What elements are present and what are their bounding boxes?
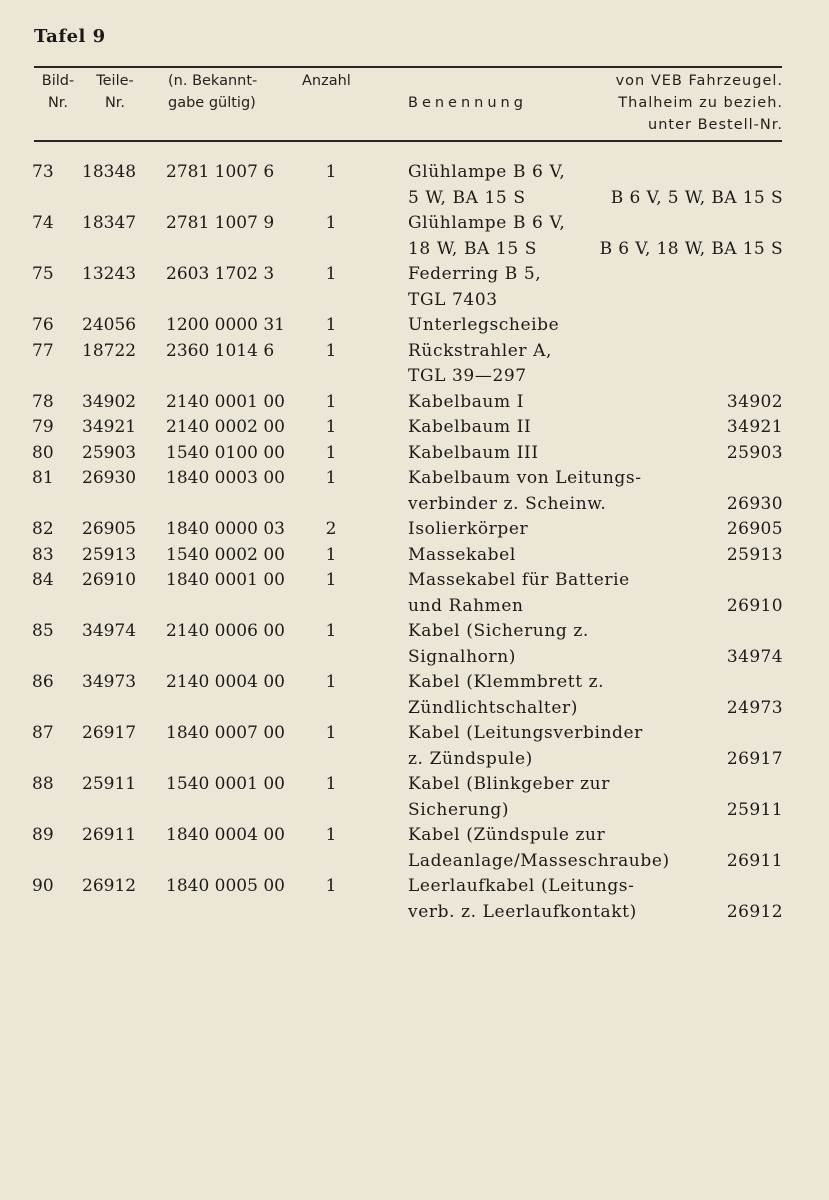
- bild-nr-cell: 76: [32, 315, 54, 335]
- anzahl-cell: 1: [325, 621, 337, 641]
- bekanntgabe-nr-cell: 1840 0001 00: [166, 570, 285, 590]
- bestell-nr-cell: 26911: [726, 850, 783, 871]
- table-row: [0, 339, 829, 390]
- benennung-line: Unterlegscheibe: [408, 315, 560, 335]
- anzahl-cell: 1: [325, 672, 337, 692]
- bekanntgabe-nr-cell: 2140 0001 00: [166, 391, 285, 412]
- header-bekanntgabe: [168, 70, 296, 114]
- benennung-line: Zündlichtschalter): [408, 697, 578, 718]
- table-row: [0, 772, 829, 823]
- benennung-line: Kabel (Zündspule zur: [408, 825, 606, 845]
- table-row: [0, 721, 829, 772]
- anzahl-cell: 1: [325, 315, 337, 335]
- bekanntgabe-nr-cell: 1840 0003 00: [166, 468, 285, 488]
- benennung-line: Kabel (Klemmbrett z.: [408, 672, 605, 692]
- bekanntgabe-nr-cell: 1540 0100 00: [166, 442, 285, 463]
- header-top-rule: [34, 66, 782, 68]
- header-veb-line-3: unter Bestell-Nr.: [648, 117, 783, 133]
- benennung-cell: [408, 262, 541, 313]
- bild-nr-cell: 79: [32, 417, 54, 437]
- benennung-line: Signalhorn): [408, 646, 516, 667]
- table-row: [0, 160, 829, 211]
- header-teile-line-1: Teile-: [96, 73, 134, 89]
- anzahl-cell: 1: [325, 264, 337, 284]
- bekanntgabe-nr-cell: 1840 0005 00: [166, 876, 285, 896]
- table-row: [0, 390, 829, 416]
- benennung-line: Kabelbaum II: [408, 417, 532, 437]
- bestell-nr-cell: 26912: [726, 901, 783, 922]
- bild-nr-cell: 75: [32, 264, 54, 284]
- bild-nr-cell: 84: [32, 570, 54, 590]
- anzahl-cell: 1: [325, 162, 337, 182]
- header-teile-nr: [84, 70, 146, 114]
- bestell-nr-cell: 34974: [726, 646, 783, 667]
- benennung-line: Kabel (Leitungsverbinder: [408, 723, 643, 743]
- bestell-nr-cell: B 6 V, 5 W, BA 15 S: [610, 187, 783, 208]
- bild-nr-cell: 82: [32, 519, 54, 539]
- benennung-cell: [408, 823, 670, 874]
- table-row: [0, 543, 829, 569]
- bekanntgabe-nr-cell: 1540 0001 00: [166, 774, 285, 794]
- benennung-cell: [408, 313, 559, 339]
- bild-nr-cell: 87: [32, 723, 54, 743]
- teile-nr-cell: 18348: [82, 162, 137, 182]
- table-row: [0, 670, 829, 721]
- header-bottom-rule: [34, 140, 782, 142]
- bild-nr-cell: 77: [32, 340, 54, 361]
- benennung-cell: [408, 441, 539, 467]
- bestell-nr-cell: 25911: [726, 799, 783, 820]
- benennung-cell: [408, 670, 604, 721]
- anzahl-cell: 1: [325, 544, 337, 565]
- bild-nr-cell: 90: [32, 876, 54, 896]
- header-anzahl: Anzahl: [302, 73, 351, 89]
- teile-nr-cell: 18722: [82, 340, 137, 361]
- anzahl-cell: 1: [325, 570, 337, 590]
- teile-nr-cell: 25903: [82, 442, 137, 463]
- table-row: [0, 262, 829, 313]
- bild-nr-cell: 83: [32, 544, 54, 565]
- benennung-line: verbinder z. Scheinw.: [408, 493, 607, 514]
- benennung-line: Isolierkörper: [408, 519, 529, 539]
- teile-nr-cell: 26911: [82, 825, 137, 845]
- table-row: [0, 517, 829, 543]
- teile-nr-cell: 24056: [82, 315, 137, 335]
- parts-table: [0, 160, 829, 925]
- benennung-line: Kabel (Sicherung z.: [408, 621, 589, 641]
- anzahl-cell: 1: [325, 774, 337, 794]
- header-bekannt-line-2: gabe gültig): [168, 95, 256, 111]
- bekanntgabe-nr-cell: 2360 1014 6: [166, 340, 275, 361]
- header-veb-bestell-nr: [616, 70, 783, 136]
- bild-nr-cell: 85: [32, 621, 54, 641]
- teile-nr-cell: 13243: [82, 264, 137, 284]
- bekanntgabe-nr-cell: 1540 0002 00: [166, 544, 285, 565]
- table-row: [0, 466, 829, 517]
- bild-nr-cell: 88: [32, 774, 54, 794]
- benennung-cell: [408, 517, 528, 543]
- benennung-cell: [408, 339, 552, 390]
- bild-nr-cell: 81: [32, 468, 54, 488]
- anzahl-cell: 1: [325, 723, 337, 743]
- bild-nr-cell: 74: [32, 213, 54, 233]
- benennung-cell: [408, 619, 589, 670]
- benennung-line: Kabelbaum von Leitungs-: [408, 468, 642, 488]
- bestell-nr-cell: 34921: [726, 417, 783, 437]
- benennung-line: Glühlampe B 6 V,: [408, 213, 566, 233]
- bekanntgabe-nr-cell: 1840 0000 03: [166, 519, 285, 539]
- benennung-cell: [408, 415, 531, 441]
- table-row: [0, 874, 829, 925]
- benennung-line: Kabelbaum I: [408, 391, 525, 412]
- benennung-cell: [408, 543, 516, 569]
- benennung-cell: [408, 390, 524, 416]
- table-row: [0, 415, 829, 441]
- header-teile-line-2: Nr.: [104, 95, 126, 111]
- bestell-nr-cell: 25913: [726, 544, 783, 565]
- benennung-line: Massekabel: [408, 544, 516, 565]
- anzahl-cell: 1: [325, 876, 337, 896]
- anzahl-cell: 1: [325, 442, 337, 463]
- teile-nr-cell: 26910: [82, 570, 137, 590]
- bekanntgabe-nr-cell: 1200 0000 31: [166, 315, 285, 335]
- benennung-line: Rückstrahler A,: [408, 340, 553, 361]
- header-bild-nr: [34, 70, 82, 114]
- benennung-line: 18 W, BA 15 S: [408, 238, 537, 259]
- benennung-line: Federring B 5,: [408, 264, 542, 284]
- bekanntgabe-nr-cell: 2603 1702 3: [166, 264, 275, 284]
- anzahl-cell: 1: [325, 213, 337, 233]
- benennung-line: z. Zündspule): [408, 748, 533, 769]
- header-benennung: Benennung: [408, 95, 527, 111]
- teile-nr-cell: 34902: [82, 391, 137, 412]
- table-row: [0, 211, 829, 262]
- bild-nr-cell: 78: [32, 391, 54, 412]
- bekanntgabe-nr-cell: 2140 0006 00: [166, 621, 285, 641]
- bild-nr-cell: 80: [32, 442, 54, 463]
- benennung-line: Sicherung): [408, 799, 510, 820]
- header-bekannt-line-1: (n. Bekannt-: [168, 73, 258, 89]
- teile-nr-cell: 26930: [82, 468, 137, 488]
- header-bild-line-1: Bild-: [41, 73, 75, 89]
- anzahl-cell: 1: [325, 340, 337, 361]
- bekanntgabe-nr-cell: 2781 1007 9: [166, 213, 275, 233]
- benennung-cell: [408, 721, 643, 772]
- teile-nr-cell: 34973: [82, 672, 137, 692]
- benennung-line: Kabelbaum III: [408, 442, 539, 463]
- benennung-cell: [408, 874, 637, 925]
- teile-nr-cell: 25913: [82, 544, 137, 565]
- benennung-line: verb. z. Leerlaufkontakt): [408, 901, 637, 922]
- benennung-cell: [408, 772, 610, 823]
- bestell-nr-cell: 24973: [726, 697, 783, 718]
- bild-nr-cell: 73: [32, 162, 54, 182]
- bestell-nr-cell: 26905: [726, 519, 783, 539]
- benennung-line: Ladeanlage/Masseschraube): [408, 850, 670, 871]
- benennung-line: Glühlampe B 6 V,: [408, 162, 566, 182]
- benennung-line: Kabel (Blinkgeber zur: [408, 774, 610, 794]
- anzahl-cell: 1: [325, 468, 337, 488]
- anzahl-cell: 2: [325, 519, 337, 539]
- page-title: Tafel 9: [34, 26, 106, 47]
- table-row: [0, 568, 829, 619]
- bekanntgabe-nr-cell: 2140 0002 00: [166, 417, 285, 437]
- table-row: [0, 313, 829, 339]
- anzahl-cell: 1: [325, 825, 337, 845]
- teile-nr-cell: 26912: [82, 876, 137, 896]
- benennung-line: und Rahmen: [408, 595, 524, 616]
- bestell-nr-cell: 26930: [726, 493, 783, 514]
- teile-nr-cell: 18347: [82, 213, 137, 233]
- benennung-cell: [408, 211, 565, 262]
- bestell-nr-cell: 34902: [726, 391, 783, 412]
- bestell-nr-cell: B 6 V, 18 W, BA 15 S: [599, 238, 783, 259]
- bild-nr-cell: 86: [32, 672, 54, 692]
- table-row: [0, 619, 829, 670]
- teile-nr-cell: 26905: [82, 519, 137, 539]
- anzahl-cell: 1: [325, 417, 337, 437]
- benennung-line: TGL 7403: [408, 289, 498, 310]
- benennung-cell: [408, 466, 642, 517]
- bekanntgabe-nr-cell: 1840 0007 00: [166, 723, 285, 743]
- bestell-nr-cell: 26917: [726, 748, 783, 769]
- benennung-line: Leerlaufkabel (Leitungs-: [408, 876, 635, 896]
- benennung-cell: [408, 160, 565, 211]
- benennung-line: Massekabel für Batterie: [408, 570, 630, 590]
- table-row: [0, 823, 829, 874]
- header-bild-line-2: Nr.: [47, 95, 69, 111]
- benennung-line: 5 W, BA 15 S: [408, 187, 526, 208]
- table-row: [0, 441, 829, 467]
- benennung-line: TGL 39—297: [408, 366, 527, 386]
- teile-nr-cell: 26917: [82, 723, 137, 743]
- bestell-nr-cell: 25903: [726, 442, 783, 463]
- benennung-cell: [408, 568, 630, 619]
- teile-nr-cell: 34974: [82, 621, 137, 641]
- bekanntgabe-nr-cell: 2781 1007 6: [166, 162, 275, 182]
- bild-nr-cell: 89: [32, 825, 54, 845]
- anzahl-cell: 1: [325, 391, 337, 412]
- header-veb-line-2: Thalheim zu bezieh.: [618, 95, 783, 111]
- teile-nr-cell: 34921: [82, 417, 137, 437]
- bekanntgabe-nr-cell: 1840 0004 00: [166, 825, 285, 845]
- bestell-nr-cell: 26910: [726, 595, 783, 616]
- teile-nr-cell: 25911: [82, 774, 137, 794]
- header-veb-line-1: von VEB Fahrzeugel.: [615, 73, 783, 89]
- bekanntgabe-nr-cell: 2140 0004 00: [166, 672, 285, 692]
